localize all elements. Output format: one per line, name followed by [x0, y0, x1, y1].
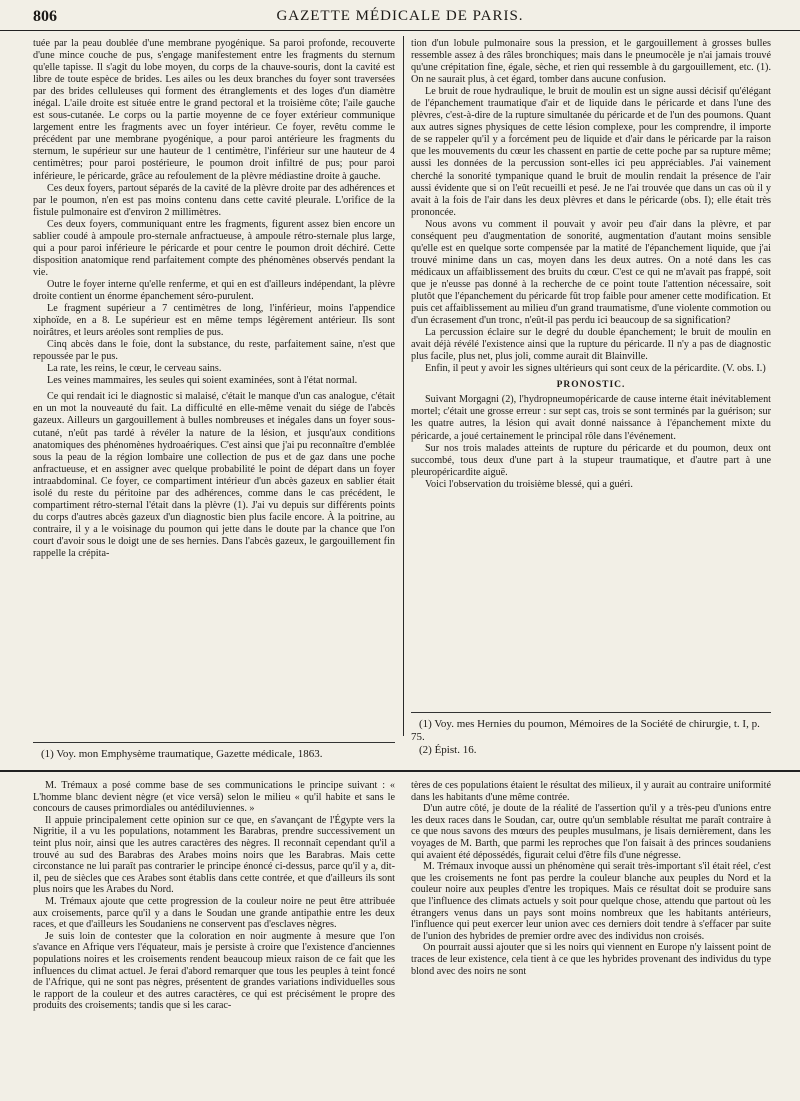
- section-heading: PRONOSTIC.: [556, 380, 626, 391]
- paragraph: M. Trémaux a posé comme base de ses communications le principe suivant : « L'homme blanc devient nègre (et vice versâ) selon le milieu « qu'il habite et sans le concours de causes primordiales ou antédiluviennes. »: [33, 780, 395, 815]
- right-column: [411, 38, 771, 708]
- paragraph: tion d'un lobule pulmonaire sous la pression, et le gargouillement à grosses bulles ressemble assez à des râles bronchiques; mais dans le pneumocèle je n'ai jamais trouvé qu'une crépitation fine, égale, sèche, et rien qui ressemble à du gargouillement, etc. (1). On ne saurait plus, à cet égard, tomber dans aucune confusion.: [411, 38, 771, 86]
- paragraph: Voici l'observation du troisième blessé, qui a guéri.: [425, 478, 633, 490]
- lower-left-column: [33, 780, 395, 1095]
- paragraph: Je suis loin de contester que la coloration en noir augmente à mesure que l'on s'avance en Afrique vers l'équateur, mais je persiste à croire que l'existence d'anciennes populations noires et les croisements rendent beaucoup mieux raison de ce fait que les influences du climat actuel. Je ferai d'abord remarquer que tous les peuples à teint foncé de l'Afrique, qui ne sont pas nègres, présentent de grandes variations individuelles sous le rapport de la couleur et des autres caractères, ce qui est précisément le propre des produits des croisements; tandis que si les carac-: [33, 930, 395, 1012]
- footnotes-left: [33, 748, 395, 761]
- paragraph: Cinq abcès dans le foie, dont la substance, du reste, parfaitement saine, n'est que repoussée par le pus.: [33, 339, 395, 363]
- page-header: [0, 0, 800, 31]
- paragraph: Ce qui rendait ici le diagnostic si malaisé, c'était le manque d'un cas analogue, c'était en un mot la nouveauté du fait. La difficulté en elle-même venait du siége de l'abcès gazeux. Ailleurs un gargouillement à bulles nombreuses et inégales dans un foyer sous-cutané, n'eût pas tardé à révéler la nature de la lésion, et jusqu'aux conditions anatomiques des phénomènes hydroaériques. C'est ainsi que j'ai pu reconnaître d'emblée sous la peau de la région lombaire une collection de pus et de gaz dans une poche anfractueuse, et en assigner avec quelque probabilité le point de départ dans un foyer intraabdominal. Ce foyer, ce compartiment intérieur d'un abcès gazeux en sablier était isolé du reste du péritoine par des adhérences, comme dans le cas précédent, le compartiment rétro-sternal l'était dans la plèvre (1). J'ai vu depuis sur différents points du corps d'autres abcès gazeux d'un diagnostic bien plus facile encore. À la poitrine, au contraire, il y a le voisinage du poumon qui jette dans le doute par la chance que l'on court d'avoir sous le doigt une de ses hernies. Dans l'abcès gazeux, le gargouillement fin rappelle la crépita-: [33, 391, 395, 559]
- paragraph: Suivant Morgagni (2), l'hydropneumopéricarde de cause interne était inévitablement mortel; c'était une grosse erreur : sur sept cas, trois se sont terminés par la guérison; sur les quatre autres, la lésion qui avait donné naissance à l'épanchement mixte du péricarde, a joué certainement le principal rôle dans l'événement.: [411, 394, 771, 442]
- paragraph: On pourrait aussi ajouter que si les noirs qui viennent en Europe n'y laissent point de traces de leur existence, cela tient à ce que les hybrides provenant des individus du type blond avec des noirs ne sont: [411, 942, 771, 977]
- section-separator: [0, 770, 800, 772]
- paragraph: Ces deux foyers, partout séparés de la cavité de la plèvre droite par des adhérences et par le poumon, n'en est pas moins contenu dans cette cavité pleurale. L'orifice de la fistule pulmonaire est d'environ 2 millimètres.: [33, 182, 395, 218]
- lower-right-column: [411, 780, 771, 1095]
- left-column: [33, 38, 395, 738]
- paragraph: tères de ces populations étaient le résultat des milieux, il y aurait au contraire uniformité dans les habitants d'une même contrée.: [411, 780, 771, 803]
- footnote-rule-left: [33, 742, 395, 743]
- footnote: (1) Voy. mon Emphysème traumatique, Gazette médicale, 1863.: [41, 748, 323, 760]
- paragraph: Ces deux foyers, communiquant entre les fragments, figurent assez bien encore un sablier coudé à ampoule pro-sternale anfractueuse, à ampoule rétro-sternale plus large, qui a pour paroi inférieure le péricarde et pour centre le poumon droit déchiré. Cette disposition anatomique rend parfaitement compte des phénomènes observés pendant la vie.: [33, 218, 395, 278]
- column-divider: [403, 36, 404, 736]
- page-number: 806: [33, 8, 57, 25]
- paragraph: Il appuie principalement cette opinion sur ce que, en s'avançant de l'Égypte vers la Nigritie, il a vu les populations, notamment les Barabras, prendre successivement un teint plus noir, ainsi que les autres caractères des nègres. Il reconnaît cependant qu'il a trouvé au sud des Barabras des Arabes moins noirs que les Barabras. Mais cette circonstance ne lui paraît pas contrarier le principe énoncé ci-dessus, parce qu'il y a, dit-il, peu de siècles que ces Arabes sont établis dans cette contrée, et que d'ailleurs ils sont plus noirs que les Arabes du Nord.: [33, 814, 395, 896]
- paragraph: M. Trémaux invoque aussi un phénomène qui serait très-important s'il était réel, c'est que les croisements ne font pas perdre la couleur blanche aux peuples du Nord et la couleur noire aux peuples d'entre les tropiques. Mais ce résultat doit se produire sans que l'influence des climats actuels y soit pour quelque chose, attendu que partout où les étrangers venus dans un pays sont moins nombreux que les habitants antérieurs, l'influence qui peut exercer leur union avec ces derniers doit tendre à s'effacer par suite de l'union des hybrides de premier ordre avec des individus non croisés.: [411, 861, 771, 942]
- paragraph: M. Trémaux ajoute que cette progression de la couleur noire ne peut être attribuée aux croisements, parce qu'il y a dans le Soudan une grande antipathie entre les deux races, et que d'ailleurs les Soudaniens ne conservent pas d'esclaves nègres.: [33, 895, 395, 931]
- paragraph: Les veines mammaires, les seules qui soient examinées, sont à l'état normal.: [47, 375, 358, 387]
- paragraph: Enfin, il peut y avoir les signes ultérieurs qui sont ceux de la péricardite. (V. obs. I.): [425, 363, 766, 375]
- paragraph: D'un autre côté, je doute de la réalité de l'assertion qu'il y a très-peu d'unions entre les deux races dans le Soudan, car, outre qu'un semblable résultat me paraît contraire à ce que nous savons des mœurs des peuples musulmans, je lisais dernièrement, dans les voyages de M. Barth, que parmi les reproches que l'on faisait à des princes soudaniens qui avaient été dépossédés, figurait celui d'être fils d'une négresse.: [411, 803, 771, 861]
- paragraph: Le bruit de roue hydraulique, le bruit de moulin est un signe aussi décisif qu'élégant de l'épanchement traumatique d'air et de liquide dans le péricarde et dans l'une des plèvres, c'est-à-dire de la rupture simultanée du péricarde et de l'un des poumons. Quant aux autres signes physiques de cette lésion complexe, pour les comprendre, il importe de se rappeler qu'il y a forcément peu de liquide et d'air dans le péricarde par la raison que les mouvements du cœur les chassent en partie de cette poche par sa rupture même; aussi les données de la percussion sont-elles ici peu appréciables. J'ai vainement cherché la sonorité tympanique quand le bruit de moulin rendait la présence de l'air aussi évidente que si on l'eût recueilli et pesé. Je ne l'ai trouvée que dans un cas où il y avait à la fois de l'air dans les deux plèvres et dans le péricarde (obs. I); elle était très prononcée.: [411, 86, 771, 218]
- paragraph: Le fragment supérieur a 7 centimètres de long, l'inférieur, moins l'appendice xiphoïde, en a 8. Le supérieur est en même temps légèrement antérieur. Ils sont noirâtres, et leurs aréoles sont remplies de pus.: [33, 303, 395, 339]
- running-title: GAZETTE MÉDICALE DE PARIS.: [276, 8, 524, 24]
- paragraph: Sur nos trois malades atteints de rupture du péricarde et du poumon, deux ont succombé, tous deux d'une part à la stupeur traumatique, et d'autre part à une pleuropéricardite aiguë.: [411, 442, 771, 478]
- footnote: (2) Épist. 16.: [419, 744, 477, 756]
- footnotes-right: [411, 718, 771, 757]
- footnote: (1) Voy. mes Hernies du poumon, Mémoires de la Société de chirurgie, t. I, p. 75.: [411, 718, 760, 743]
- paragraph: La percussion éclaire sur le degré du double épanchement; le bruit de moulin en avait déjà révélé l'existence ainsi que la rupture du péricarde. Il n'y a pas de diagnostic plus facile, plus net, plus joli, comme aurait dit Blainville.: [411, 327, 771, 363]
- paragraph: Nous avons vu comment il pouvait y avoir peu d'air dans la plèvre, et par conséquent peu d'augmentation de sonorité, augmentation d'autant moins sensible qu'elle est en quelque sorte compensée par la matité de l'épanchement liquide, que j'ai trouvé minime dans un cas, moyen dans les deux autres. On a noté dans les cas médicaux un affaiblissement des bruits du cœur. C'est ce qui ne m'avait pas frappé, soit que je n'eusse pas donné à la recherche de ce point toute l'attention nécessaire, soit plutôt que l'épanchement du péricarde fût trop faible pour amener cette modification. Et puis cet affaiblissement au milieu d'un grand traumatisme, d'une violente commotion ou d'un écrasement d'un tronc, n'eût-il pas perdu ici beaucoup de sa signification?: [411, 218, 771, 327]
- paragraph: tuée par la peau doublée d'une membrane pyogénique. Sa paroi profonde, recouverte d'une mince couche de pus, s'engage manifestement entre les fragments du sternum qu'elle tapisse. Il s'agit du lobe moyen, du corps de la chauve-souris, dont la cavité est libre de toute espèce de brides. Les ailes ou les deux branches du foyer sont traversées par des brides celluleuses qui forment des étranglements et des loges d'un diamètre inégal. L'aile droite est située entre le grand pectoral et la troisième côte; l'aile gauche est sous-cutanée. Le corps ou la partie moyenne de ce foyer extérieur communique largement entre les fragments avec un foyer intérieur. Ce foyer, revêtu comme le précédent par une membrane pyogénique, a pour paroi antérieure les fragments du sternum, le supérieur sur une hauteur de 1 centimètre, l'inférieur sur une hauteur de 4 centimètres; pour paroi postérieure, le poumon droit infiltré de pus; pour paroi inférieure, le péricarde, grâce au refoulement de la plèvre médiastine droite à gauche.: [33, 38, 395, 182]
- paragraph: La rate, les reins, le cœur, le cerveau sains.: [47, 363, 222, 375]
- footnote-rule-right: [411, 712, 771, 713]
- paragraph: Outre le foyer interne qu'elle renferme, et qui en est d'ailleurs indépendant, la plèvre droite contient un énorme épanchement séro-purulent.: [33, 278, 395, 302]
